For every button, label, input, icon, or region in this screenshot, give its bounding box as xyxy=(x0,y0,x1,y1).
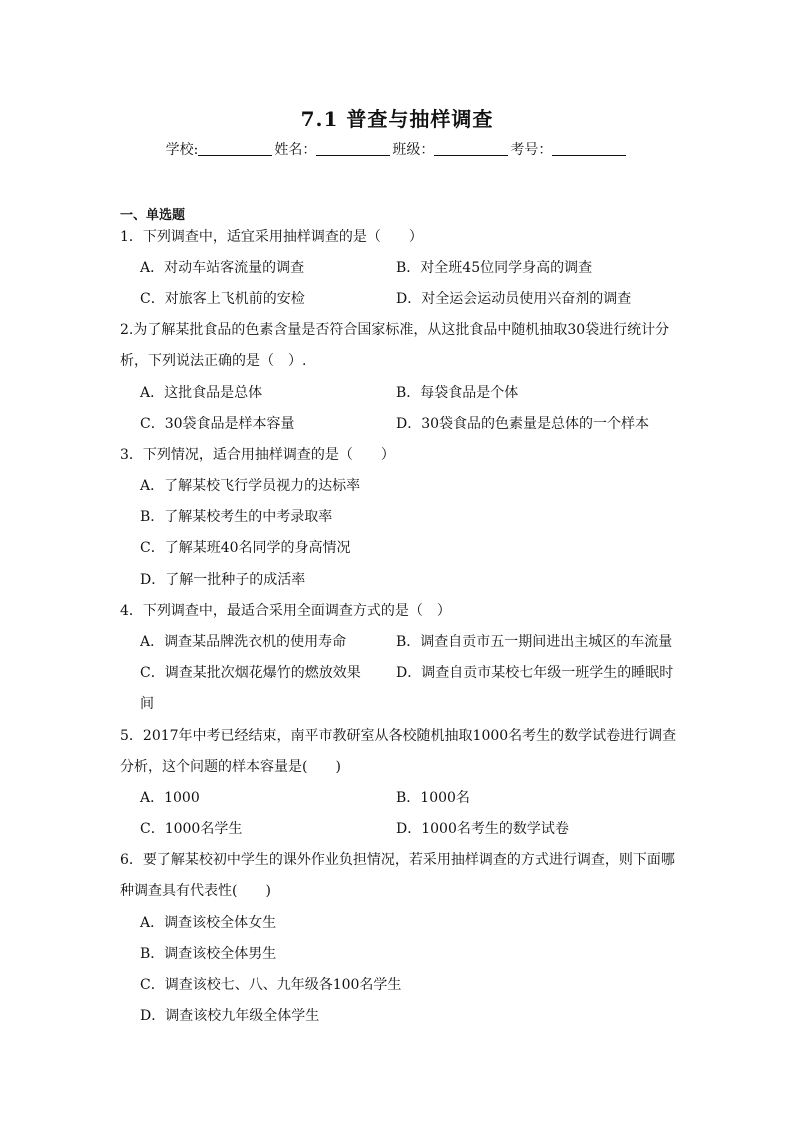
question-2-option-c: C．30袋食品是样本容量 xyxy=(140,416,295,432)
question-5-stem: 5．2017年中考已经结束，南平市教研室从各校随机抽取1000名考生的数学试卷进行调查 xyxy=(120,728,677,744)
question-6-option-c: C．调查该校七、八、九年级各100名学生 xyxy=(140,977,402,993)
number-blank[interactable] xyxy=(552,141,626,156)
school-blank[interactable] xyxy=(198,141,272,156)
question-6-stem: 6．要了解某校初中学生的课外作业负担情况，若采用抽样调查的方式进行调查，则下面哪 xyxy=(120,852,675,868)
question-2-option-b: B．每袋食品是个体 xyxy=(396,385,519,401)
question-4-option-a: A．调查某品牌洗衣机的使用寿命 xyxy=(140,634,347,650)
question-6-option-b: B．调查该校全体男生 xyxy=(140,946,277,962)
student-info-line xyxy=(0,139,794,159)
question-1-option-c: C．对旅客上飞机前的安检 xyxy=(140,291,305,307)
question-3-stem: 3．下列情况，适合用抽样调查的是（ ） xyxy=(120,447,395,463)
question-4-option-c: C．调查某批次烟花爆竹的燃放效果 xyxy=(140,665,361,681)
question-1-option-d: D．对全运会运动员使用兴奋剂的调查 xyxy=(396,291,632,307)
question-2-stem-cont: 析，下列说法正确的是（ ）. xyxy=(120,353,307,369)
question-4-option-b: B．调查自贡市五一期间进出主城区的车流量 xyxy=(396,634,673,650)
question-1-option-b: B．对全班45位同学身高的调查 xyxy=(396,260,593,276)
question-6-option-d: D．调查该校九年级全体学生 xyxy=(140,1008,320,1024)
question-5-option-b: B．1000名 xyxy=(396,790,470,806)
school-label: 学校: xyxy=(165,142,199,158)
question-3-option-a: A．了解某校飞行学员视力的达标率 xyxy=(140,478,361,494)
question-2-stem: 2.为了解某批食品的色素含量是否符合国家标准，从这批食品中随机抽取30袋进行统计分 xyxy=(120,322,670,338)
question-1-stem: 1．下列调查中，适宜采用抽样调查的是（ ） xyxy=(120,229,423,245)
question-3-option-c: C．了解某班40名同学的身高情况 xyxy=(140,540,351,556)
question-4-stem: 4．下列调查中，最适合采用全面调查方式的是（ ） xyxy=(120,603,451,619)
question-3-option-b: B．了解某校考生的中考录取率 xyxy=(140,509,333,525)
question-6-option-a: A．调查该校全体女生 xyxy=(140,915,277,931)
class-blank[interactable] xyxy=(434,141,508,156)
question-5-option-a: A．1000 xyxy=(140,790,200,806)
question-5-option-c: C．1000名学生 xyxy=(140,821,243,837)
question-2-option-a: A．这批食品是总体 xyxy=(140,385,263,401)
page-title: 7.1 普查与抽样调查 xyxy=(300,107,494,131)
question-3-option-d: D．了解一批种子的成活率 xyxy=(140,572,306,588)
section-heading: 一、单选题 xyxy=(120,208,186,223)
question-1-option-a: A．对动车站客流量的调查 xyxy=(140,260,305,276)
question-5-option-d: D．1000名考生的数学试卷 xyxy=(396,821,569,837)
question-2-option-d: D．30袋食品的色素量是总体的一个样本 xyxy=(396,416,650,432)
name-label: 姓名： xyxy=(274,142,317,158)
number-label: 考号： xyxy=(510,142,553,158)
name-blank[interactable] xyxy=(316,141,390,156)
question-4-option-d-cont: 间 xyxy=(140,696,154,712)
question-6-stem-cont: 种调查具有代表性( ) xyxy=(120,883,271,899)
question-5-stem-cont: 分析，这个问题的样本容量是( ) xyxy=(120,759,341,775)
class-label: 班级： xyxy=(392,142,435,158)
question-4-option-d: D．调查自贡市某校七年级一班学生的睡眠时 xyxy=(396,665,674,681)
